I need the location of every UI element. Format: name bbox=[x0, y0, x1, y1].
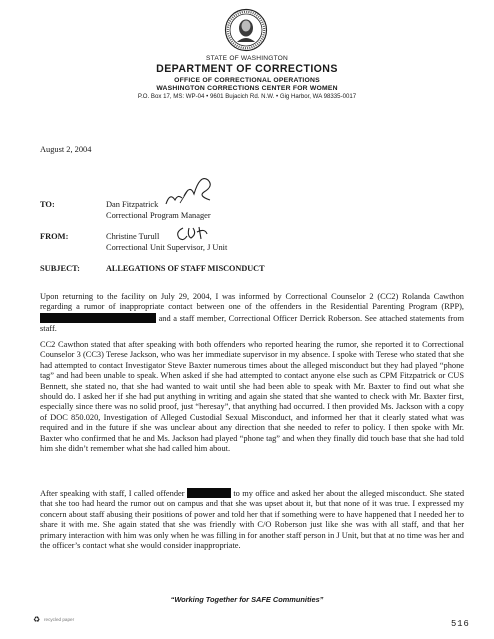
from-title: Correctional Unit Supervisor, J Unit bbox=[106, 243, 228, 252]
body-paragraph-2: CC2 Cawthon stated that after speaking with both offenders who reported hearing the rumor, she reported it to Correctional Counselor 3 (CC3) Terese Jackson, who was her immediate supervisor in my absence. I spoke with Terese who stated that she had attempted to contact Investigator Steve Baxter numerous times about the alleged misconduct but they had played “phone tag” and had been unable to speak. When asked if she had attempted to contact anyone else such as CPM Fitzpatrick or CUS Bennett, she stated no, that she had wanted to wait until she had been able to speak with Mr. Baxter to find out what she should do. I asked her if she had put anything in writing and again she stated that she wanted to check with Mr. Baxter first, especially since there was no solid proof, just “heresay”, that anything had occurred. I then provided Ms. Jackson with a copy of DOC 850.020, Investigation of Alleged Custodial Sexual Misconduct, and informed her that it clearly stated what was required and in the future if she was unclear about any direction that she needed to refer to policy. I then spoke with Mr. Baxter who confirmed that he and Ms. Jackson had played “phone tag” and when they finally did touch base that she had told him she didn’t remember what she had called him about. bbox=[40, 340, 464, 454]
recycle-icon: ♻ bbox=[33, 615, 41, 624]
initials-signature-icon bbox=[173, 224, 213, 244]
from-name: Christine Turull bbox=[106, 232, 160, 241]
subject-label: SUBJECT: bbox=[40, 264, 80, 273]
letterhead-address: P.O. Box 17, MS: WP-04 • 9601 Bujacich Rd. N.W. • Gig Harbor, WA 98335-0017 bbox=[137, 93, 357, 100]
letterhead-center: WASHINGTON CORRECTIONS CENTER FOR WOMEN bbox=[156, 85, 338, 92]
subject-text: ALLEGATIONS OF STAFF MISCONDUCT bbox=[106, 264, 265, 273]
letterhead-department: DEPARTMENT OF CORRECTIONS bbox=[156, 63, 338, 75]
body-paragraph-1 bbox=[40, 292, 464, 335]
redaction-bar bbox=[187, 488, 231, 498]
body-paragraph-3-part-b: to my office and asked her about the alleged misconduct. She stated that she too had heard the rumor out on campus and that she was upset about it, but that none of it was true. I expressed my concern about staff abusing their positions of power and told her that if something were to have happened that I needed her to share it with me. She again stated that she was friendly with C/O Roberson just like she was with all staff, and that her primary interaction with him was only when he was filling in for another staff person in J Unit, but that at no time was her and the officer’s contact what she would consider inappropriate. bbox=[40, 489, 465, 551]
letterhead-office: OFFICE OF CORRECTIONAL OPERATIONS bbox=[174, 77, 320, 84]
body-paragraph-1-part-a: Upon returning to the facility on July 29, 2004, I was informed by Correctional Counselor 2 (CC2) Rolanda Cawthon regarding a rumor of inappropriate contact between one of the offenders in the Residential Parenting Program (RPP), bbox=[40, 292, 464, 312]
initials-signature-icon bbox=[160, 170, 222, 210]
redaction-bar bbox=[40, 313, 156, 323]
page-number: 516 bbox=[451, 619, 470, 629]
body-paragraph-3 bbox=[40, 488, 464, 551]
to-name: Dan Fitzpatrick bbox=[106, 200, 159, 209]
memo-date: August 2, 2004 bbox=[40, 145, 92, 154]
to-label: TO: bbox=[40, 200, 55, 209]
recycle-text: recycled paper bbox=[44, 617, 75, 622]
footer-motto: “Working Together for SAFE Communities” bbox=[170, 595, 324, 604]
letterhead-state: STATE OF WASHINGTON bbox=[206, 55, 288, 62]
body-paragraph-1-part-b: and a staff member, Correctional Officer Derrick Roberson. See attached statements from staff. bbox=[40, 313, 465, 334]
from-label: FROM: bbox=[40, 232, 69, 241]
body-paragraph-3-part-a: After speaking with staff, I called offender bbox=[40, 489, 185, 498]
to-title: Correctional Program Manager bbox=[106, 211, 211, 220]
state-seal-icon bbox=[224, 8, 268, 52]
